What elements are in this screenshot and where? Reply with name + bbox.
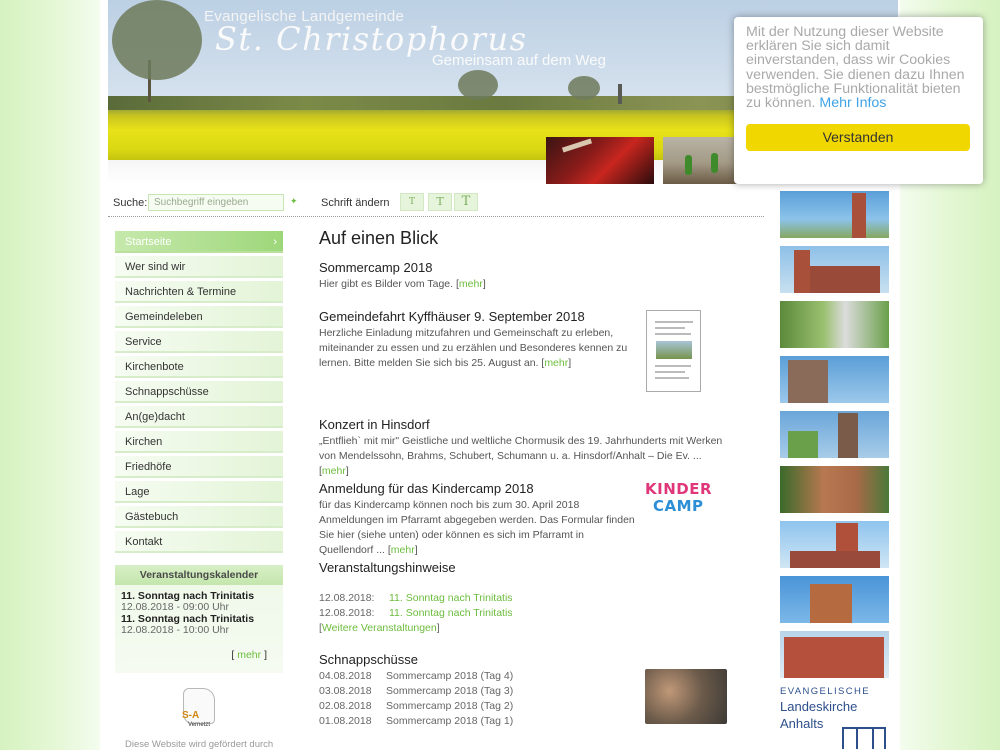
font-medium-button[interactable]: T [428, 193, 452, 211]
nav-item-service[interactable]: Service [115, 331, 283, 353]
nav-item-nachrichten[interactable]: Nachrichten & Termine [115, 281, 283, 303]
logo-text: S-A [182, 710, 200, 721]
header-photo-group[interactable] [663, 137, 741, 184]
church-photo[interactable] [780, 411, 889, 458]
landeskirche-line2: Landeskirche [780, 699, 858, 714]
event-row: 12.08.2018: 11. Sonntag nach Trinitatis [319, 592, 513, 604]
nav-item-lage[interactable]: Lage [115, 481, 283, 503]
site-title[interactable]: St. Christophorus [215, 20, 528, 58]
kindercamp-logo[interactable] [645, 481, 712, 515]
events-title: Veranstaltungshinweise [319, 560, 456, 575]
search-label: Suche: [113, 197, 148, 209]
church-photo[interactable] [780, 631, 889, 678]
nav-item-schnappschuesse[interactable]: Schnappschüsse [115, 381, 283, 403]
search-go-icon[interactable]: ✦ [290, 196, 298, 206]
calendar-event-name[interactable]: 11. Sonntag nach Trinitatis [121, 613, 255, 625]
article: Sommercamp 2018 Hier gibt es Bilder vom Tage. [mehr] [319, 260, 739, 292]
main-navigation [115, 231, 283, 556]
logo-subtext: Vernetzt [188, 722, 211, 728]
header-tagline: Gemeinsam auf dem Weg [432, 52, 606, 69]
nav-item-angedacht[interactable]: An(ge)dacht [115, 406, 283, 428]
header-subtitle: Evangelische Landgemeinde [204, 8, 405, 25]
snapshot-row[interactable]: 02.08.2018 Sommercamp 2018 (Tag 2) [319, 700, 514, 712]
church-photo[interactable] [780, 466, 889, 513]
calendar-title: Veranstaltungskalender [115, 565, 283, 585]
snapshot-row[interactable]: 03.08.2018 Sommercamp 2018 (Tag 3) [319, 685, 514, 697]
article-more-link[interactable]: mehr [544, 357, 569, 369]
landeskirche-anhalt-logo[interactable] [780, 686, 889, 732]
article-more-link[interactable]: mehr [458, 278, 483, 290]
calendar-more-link[interactable]: mehr [237, 649, 262, 661]
article-title[interactable]: Anmeldung für das Kindercamp 2018 [319, 481, 534, 496]
event-link[interactable]: 11. Sonntag nach Trinitatis [389, 607, 513, 619]
calendar-event[interactable] [115, 590, 283, 613]
main-content [319, 228, 739, 727]
nav-item-kontakt[interactable]: Kontakt [115, 531, 283, 553]
calendar-event-time: 12.08.2018 - 09:00 Uhr [121, 601, 229, 613]
church-photo-column [780, 191, 889, 686]
kinder-word: KINDER [645, 480, 713, 498]
snapshot-row[interactable]: 01.08.2018 Sommercamp 2018 (Tag 1) [319, 715, 514, 727]
header-photo-concert[interactable] [546, 137, 654, 184]
snapshot-row[interactable]: 04.08.2018 Sommercamp 2018 (Tag 4) [319, 670, 514, 682]
font-large-button[interactable]: T [454, 193, 478, 211]
cross-icon [842, 727, 886, 749]
landeskirche-line3: Anhalts [780, 716, 824, 731]
church-photo[interactable] [780, 576, 889, 623]
events-section [319, 560, 739, 636]
article-more-link[interactable]: mehr [390, 544, 415, 556]
article-title[interactable]: Konzert in Hinsdorf [319, 417, 430, 432]
article-text: Hier gibt es Bilder vom Tage. [319, 278, 454, 290]
church-photo[interactable] [780, 191, 889, 238]
church-photo[interactable] [780, 246, 889, 293]
toolbar [108, 191, 764, 217]
events-more: [Weitere Veranstaltungen] [319, 622, 440, 634]
sachsen-anhalt-vernetzt-logo[interactable] [178, 688, 218, 732]
search-input[interactable]: Suchbegriff eingeben [148, 194, 284, 211]
landeskirche-line1: EVANGELISCHE [780, 686, 871, 697]
article: Konzert in Hinsdorf „Entflieh` mit mir" Geistliche und weltliche Chormusik des 19. Jahrhunderts mit Werken von Mendelssohn, Brahms, Schubert, Schumann u. a. Hinsdorf/Anhalt – Die Ev. ... [mehr] [319, 417, 723, 477]
church-photo[interactable] [780, 301, 889, 348]
event-row: 12.08.2018: 11. Sonntag nach Trinitatis [319, 607, 513, 619]
events-more-link[interactable]: Weitere Veranstaltungen [321, 622, 437, 634]
church-photo[interactable] [780, 521, 889, 568]
page-title: Auf einen Blick [319, 228, 439, 248]
nav-item-startseite[interactable]: Startseite › [115, 231, 283, 253]
calendar-event-name[interactable]: 11. Sonntag nach Trinitatis [121, 590, 255, 602]
article-text: für das Kindercamp können noch bis zum 30. April 2018 Anmeldungen im Pfarramt abgegeben werden. Das Formular finden Sie hier (siehe unten) oder können es sich im Pfarramt in Quellendorf ... [319, 499, 635, 556]
snapshots-title: Schnappschüsse [319, 652, 419, 667]
font-small-button[interactable]: T [400, 193, 424, 211]
cookie-more-info-link[interactable]: Mehr Infos [819, 95, 887, 112]
nav-item-wer-sind-wir[interactable]: Wer sind wir [115, 256, 283, 278]
camp-word: CAMP [653, 497, 704, 515]
nav-item-kirchenbote[interactable]: Kirchenbote [115, 356, 283, 378]
calendar-event-time: 12.08.2018 - 10:00 Uhr [121, 624, 229, 636]
calendar-event[interactable] [115, 613, 283, 636]
funding-note: Diese Website wird gefördert durch [125, 739, 274, 750]
cookie-accept-button[interactable]: Verstanden [746, 124, 970, 151]
church-photo[interactable] [780, 356, 889, 403]
article-text: „Entflieh` mit mir" Geistliche und weltliche Chormusik des 19. Jahrhunderts mit Werken von Mendelssohn, Brahms, Schubert, Schumann u. a. Hinsdorf/Anhalt – Die Ev. ... [319, 435, 723, 462]
font-size-label: Schrift ändern [321, 197, 390, 209]
flyer-thumbnail[interactable] [646, 310, 701, 392]
nav-item-kirchen[interactable]: Kirchen [115, 431, 283, 453]
article: Gemeindefahrt Kyffhäuser 9. September 2018 Herzliche Einladung mitzufahren und Gemeinschaft zu erleben, miteinander zu essen und zu erzählen und Besonderes kennen zu lernen. Bitte melden Sie sich bis 25. August an. [mehr] [319, 309, 639, 371]
nav-item-friedhoefe[interactable]: Friedhöfe [115, 456, 283, 478]
event-calendar [115, 565, 283, 673]
article-more-link[interactable]: mehr [321, 465, 346, 477]
article-text: Herzliche Einladung mitzufahren und Gemeinschaft zu erleben, miteinander zu essen und zu erzählen und Besonderes kennen zu lernen. Bitte melden Sie sich bis 25. August an. [319, 327, 628, 369]
article: Anmeldung für das Kindercamp 2018 für das Kindercamp können noch bis zum 30. April 2018 Anmeldungen im Pfarramt abgegeben werden. Das Formular finden Sie hier (siehe unten) oder können es sich im Pfarramt in Quellendorf ... [mehr] [319, 481, 637, 558]
cookie-consent-banner [734, 17, 983, 184]
cookie-text: Mit der Nutzung dieser Website erklären Sie sich damit einverstanden, dass wir Cookies verwenden. Sie dienen dazu Ihnen bestmögliche Funktionalität bieten zu können. [746, 24, 965, 112]
nav-item-gemeindeleben[interactable]: Gemeindeleben [115, 306, 283, 328]
article-title[interactable]: Sommercamp 2018 [319, 260, 433, 275]
snapshot-thumbnail[interactable] [645, 669, 727, 724]
nav-item-gaestebuch[interactable]: Gästebuch [115, 506, 283, 528]
event-link[interactable]: 11. Sonntag nach Trinitatis [389, 592, 513, 604]
article-title[interactable]: Gemeindefahrt Kyffhäuser 9. September 2018 [319, 309, 585, 324]
calendar-more: [ mehr ] [231, 649, 267, 661]
